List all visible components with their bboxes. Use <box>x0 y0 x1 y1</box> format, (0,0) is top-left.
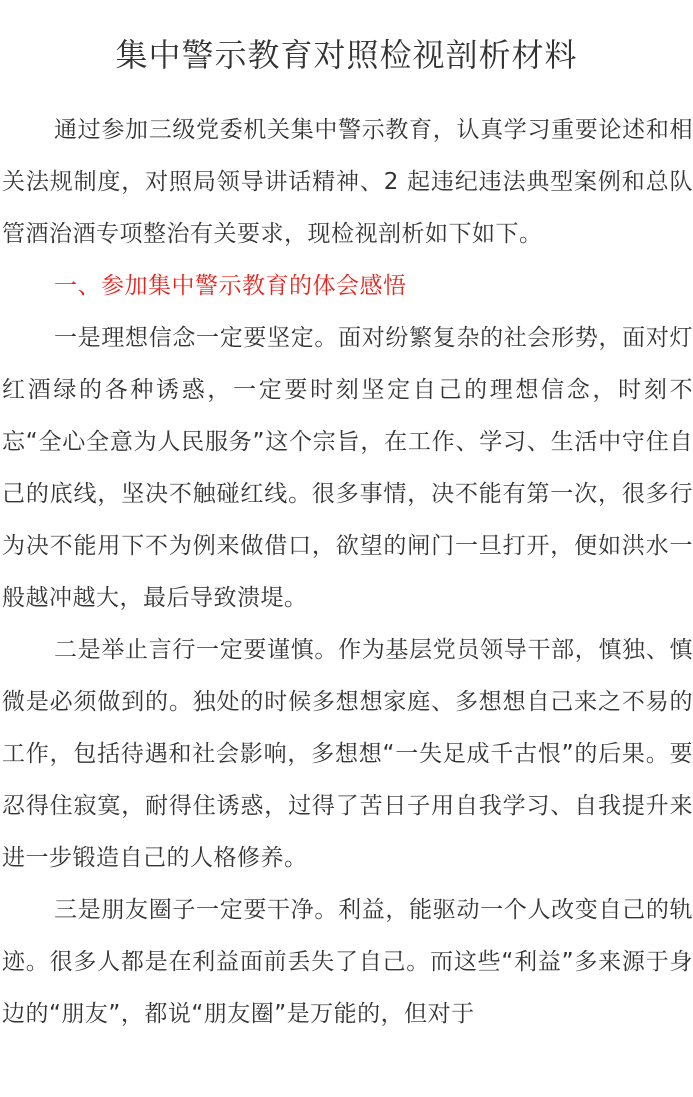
document-body <box>2 104 693 1040</box>
page-title: 集中警示教育对照检视剖析材料 <box>115 36 578 74</box>
body-paragraph-3: 三是朋友圈子一定要干净。利益，能驱动一个人改变自己的轨迹。很多人都是在利益面前丢失了自己。而这些“利益”多来源于身边的“朋友”，都说“朋友圈”是万能的，但对于 <box>2 897 693 1027</box>
intro-paragraph: 通过参加三级党委机关集中警示教育，认真学习重要论述和相关法规制度，对照局领导讲话精神、2 起违纪违法典型案例和总队管酒治酒专项整治有关要求，现检视剖析如下如下。 <box>2 117 693 247</box>
section-heading: 一、参加集中警示教育的体会感悟 <box>54 273 407 299</box>
body-paragraph-2: 二是举止言行一定要谨慎。作为基层党员领导干部，慎独、慎微是必须做到的。独处的时候多想想家庭、多想想自己来之不易的工作，包括待遇和社会影响，多想想“一失足成千古恨”的后果。要忍得住寂寞，耐得住诱惑，过得了苦日子用自我学习、自我提升来进一步锻造自己的人格修养。 <box>2 637 693 871</box>
body-paragraph-1: 一是理想信念一定要坚定。面对纷繁复杂的社会形势，面对灯红酒绿的各种诱惑，一定要时刻坚定自己的理想信念，时刻不忘“全心全意为人民服务”这个宗旨，在工作、学习、生活中守住自己的底线，坚决不触碰红线。很多事情，决不能有第一次，很多行为决不能用下不为例来做借口，欲望的闸门一旦打开，便如洪水一般越冲越大，最后导致溃堤。 <box>2 325 693 611</box>
